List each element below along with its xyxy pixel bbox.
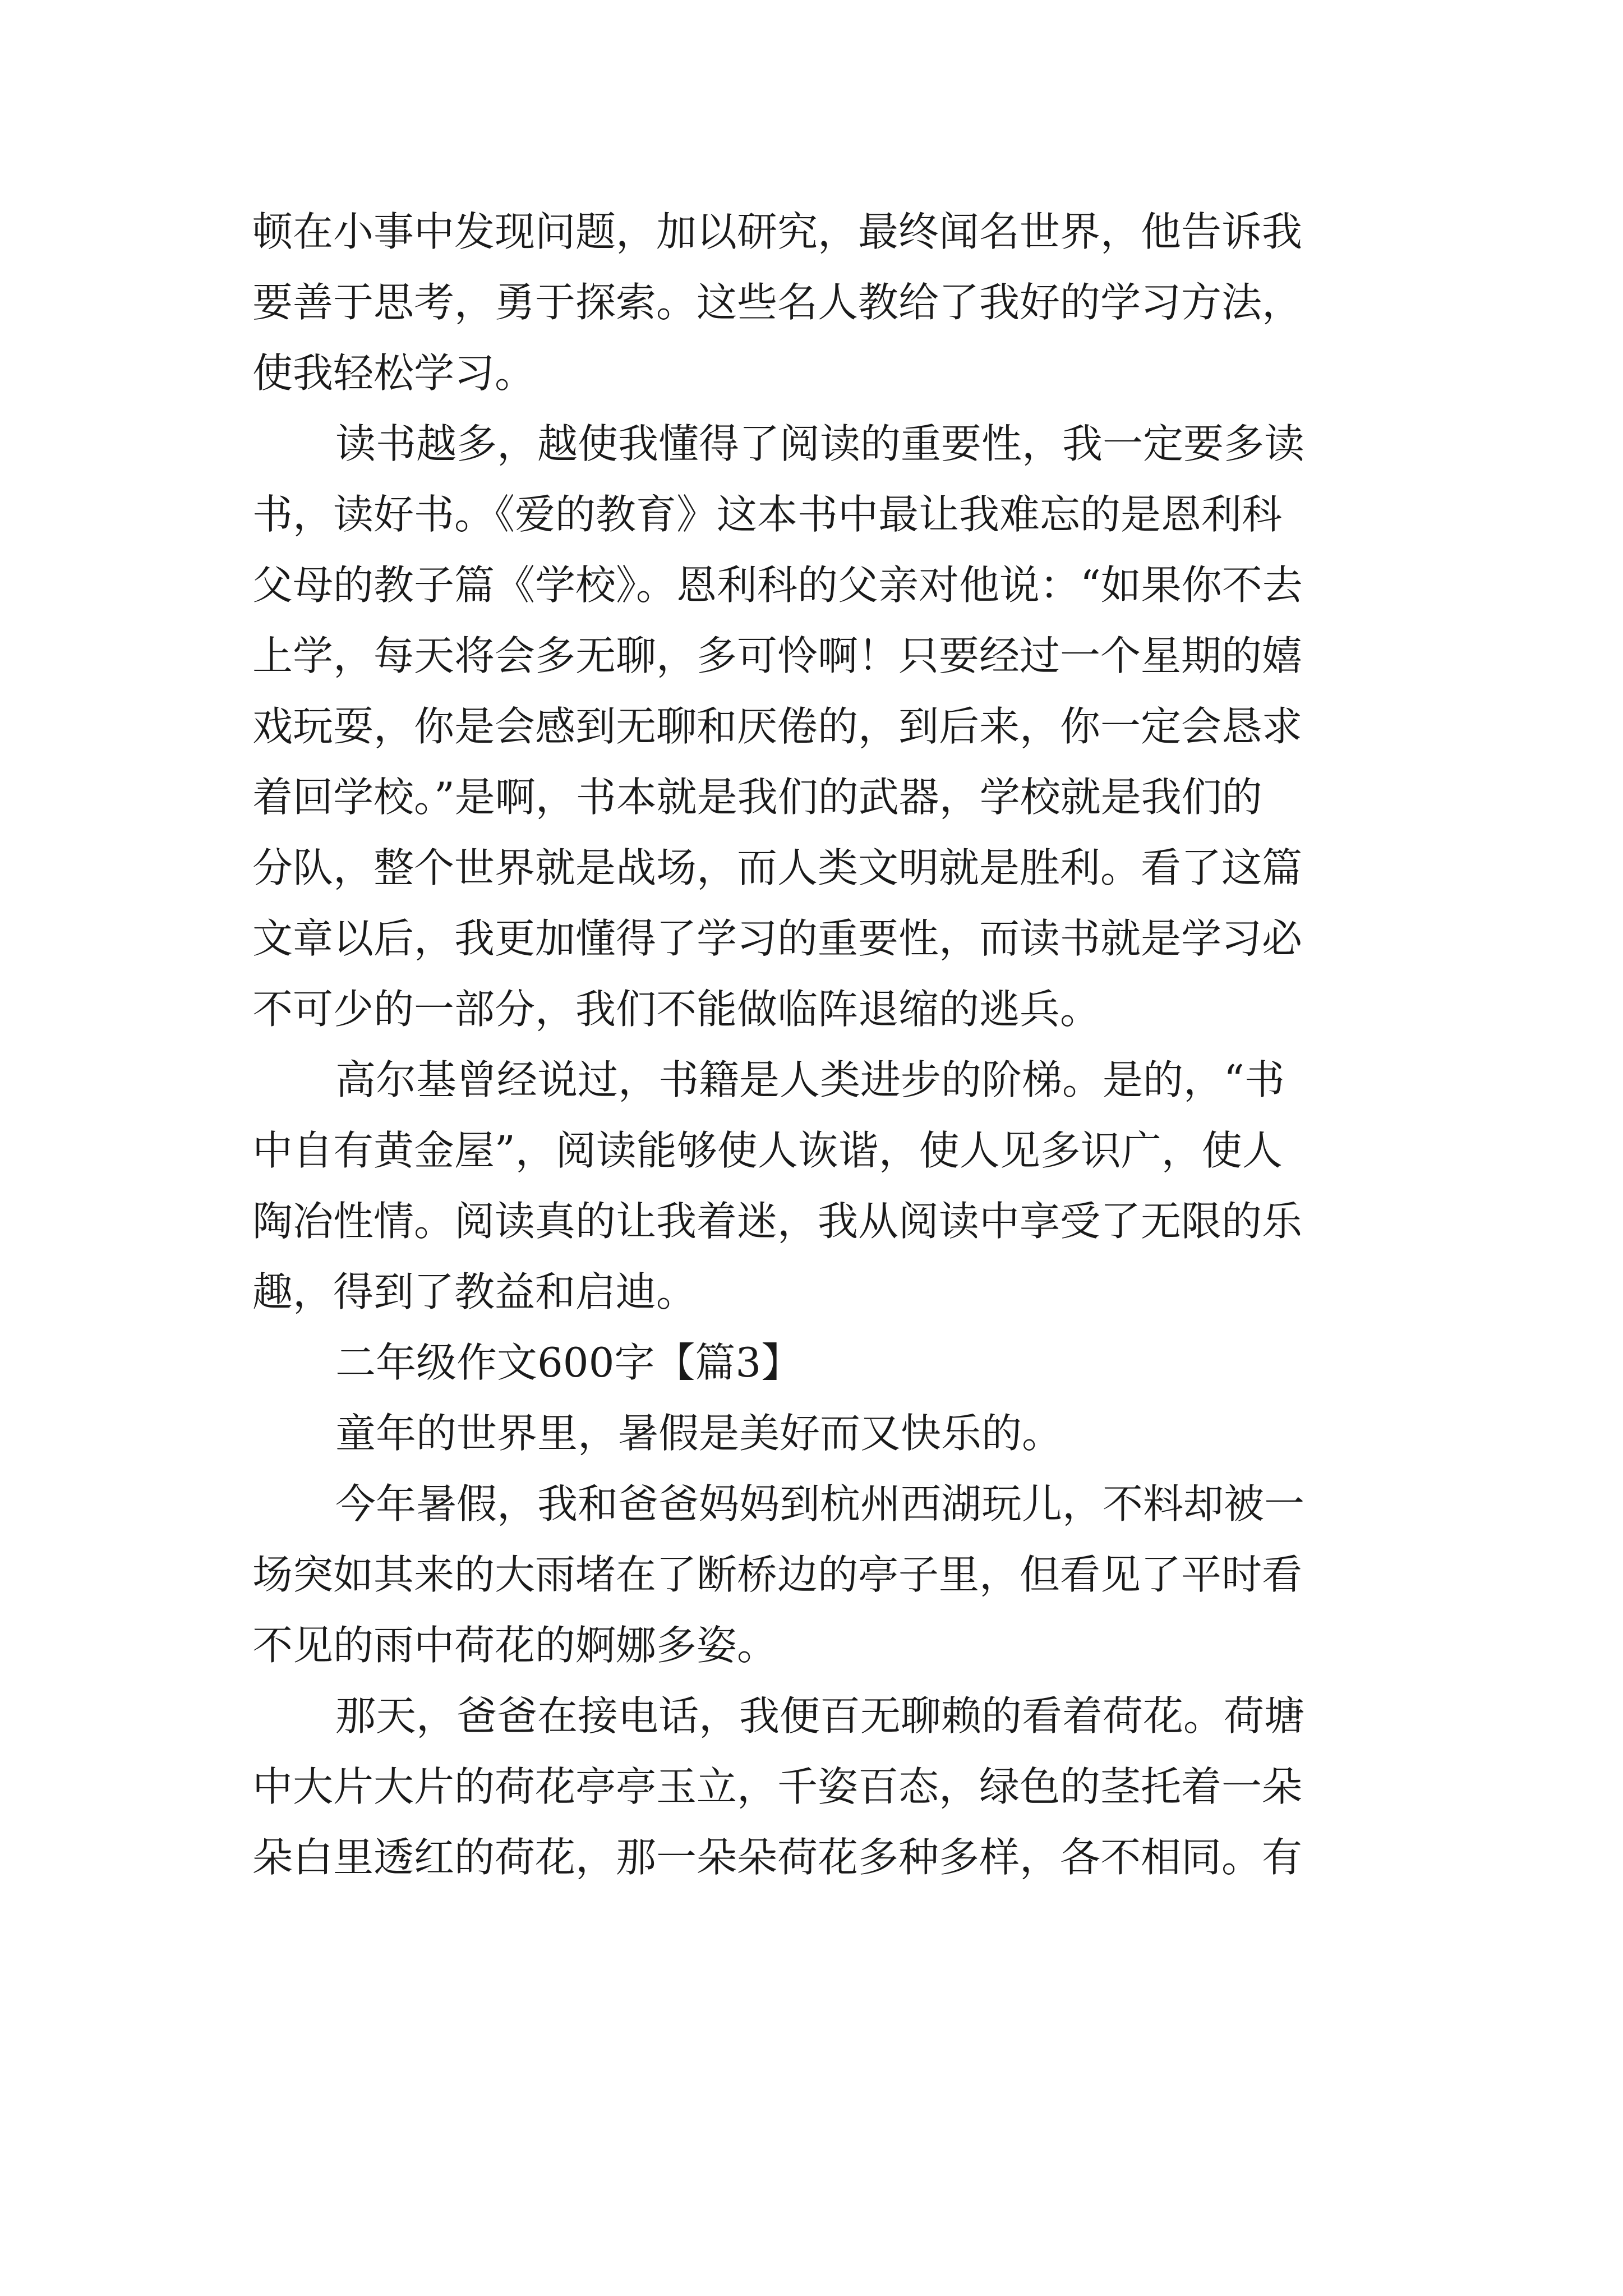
text-line: 中大片大片的荷花亭亭玉立，千姿百态，绿色的茎托着一朵	[252, 1763, 1303, 1810]
paragraph-first-line: 高尔基曾经说过，书籍是人类进步的阶梯。是的，“书	[335, 1056, 1285, 1103]
text-line: 上学，每天将会多无聊，多可怜啊！只要经过一个星期的嬉	[252, 632, 1303, 679]
paragraph-first-line: 童年的世界里，暑假是美好而又快乐的。	[335, 1410, 1063, 1457]
text-line: 戏玩耍，你是会感到无聊和厌倦的，到后来，你一定会恳求	[252, 703, 1303, 750]
document-body	[252, 196, 1385, 1893]
text-line: 书，读好书。《爱的教育》这本书中最让我难忘的是恩利科	[252, 491, 1283, 538]
text-line: 趣，得到了教益和启迪。	[252, 1268, 697, 1315]
paragraph-first-line: 读书越多，越使我懂得了阅读的重要性，我一定要多读	[335, 420, 1305, 467]
text-line: 文章以后，我更加懂得了学习的重要性，而读书就是学习必	[252, 915, 1303, 962]
section-heading: 二年级作文600字【篇3】	[335, 1339, 802, 1386]
text-line: 朵白里透红的荷花，那一朵朵荷花多种多样，各不相同。有	[252, 1834, 1303, 1881]
text-line: 陶冶性情。阅读真的让我着迷，我从阅读中享受了无限的乐	[252, 1198, 1303, 1245]
text-line: 着回学校。”是啊，书本就是我们的武器，学校就是我们的	[252, 774, 1262, 821]
text-line: 不见的雨中荷花的婀娜多姿。	[252, 1622, 778, 1669]
paragraph-first-line: 那天，爸爸在接电话，我便百无聊赖的看着荷花。荷塘	[335, 1692, 1305, 1740]
text-line: 场突如其来的大雨堵在了断桥边的亭子里，但看见了平时看	[252, 1551, 1303, 1598]
paragraph-first-line: 今年暑假，我和爸爸妈妈到杭州西湖玩儿，不料却被一	[335, 1480, 1305, 1527]
text-line: 顿在小事中发现问题，加以研究，最终闻名世界，他告诉我	[252, 208, 1303, 255]
text-line: 不可少的一部分，我们不能做临阵退缩的逃兵。	[252, 986, 1101, 1033]
text-line: 分队，整个世界就是战场，而人类文明就是胜利。看了这篇	[252, 844, 1303, 891]
text-line: 父母的教子篇《学校》。恩利科的父亲对他说：“如果你不去	[252, 562, 1303, 609]
text-line: 使我轻松学习。	[252, 349, 536, 397]
text-line: 要善于思考，勇于探索。这些名人教给了我好的学习方法，	[252, 279, 1303, 326]
text-line: 中自有黄金屋”，阅读能够使人诙谐，使人见多识广，使人	[252, 1127, 1283, 1174]
